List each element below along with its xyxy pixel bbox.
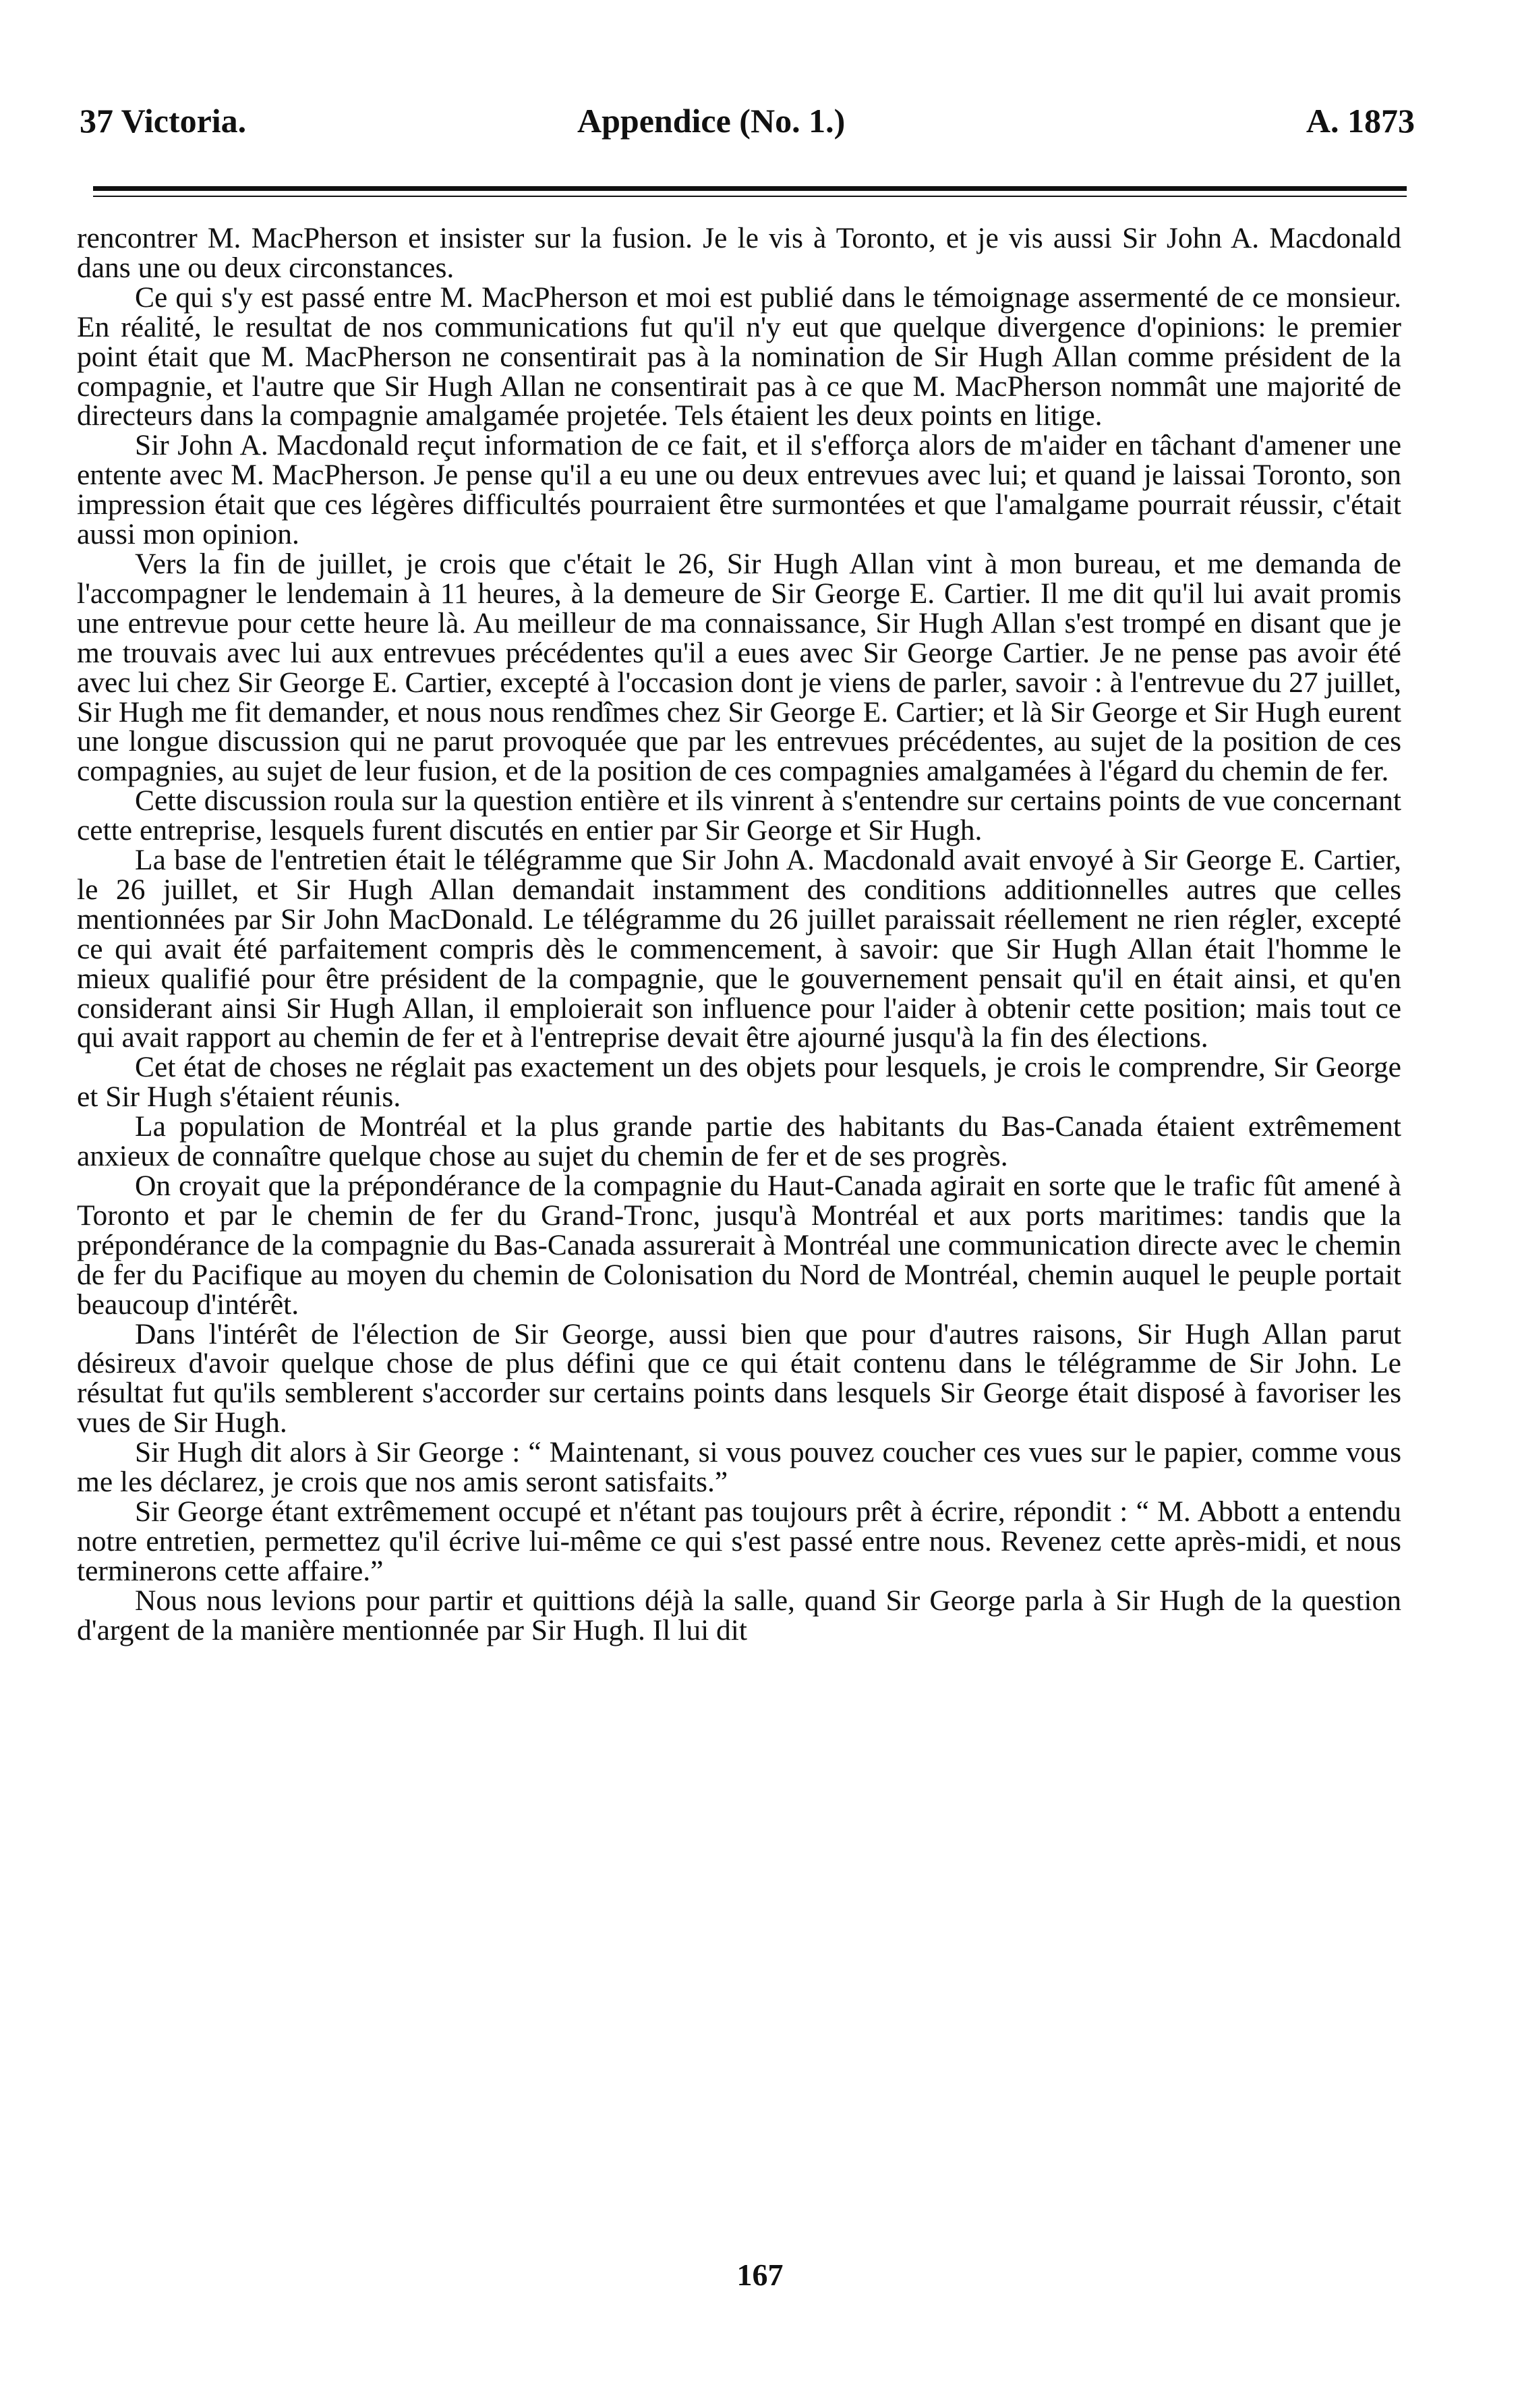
body-text [77, 224, 1401, 1646]
header-volume: 37 Victoria. [80, 102, 247, 140]
paragraph: Ce qui s'y est passé entre M. MacPherson et moi est publié dans le témoignage assermenté de ce monsieur. En réalité, le resultat de nos communications fut qu'il n'y eut que quelque divergence d'opinions: le premier point était que M. MacPherson ne consentirait pas à la nomination de Sir Hugh Allan comme président de la compagnie, et l'autre que Sir Hugh Allan ne consentirait pas à ce que M. MacPherson nommât une majorité de directeurs dans la compagnie amalgamée projetée. Tels étaient les deux points en litige. [77, 281, 1401, 432]
header-session: A. 1873 [1306, 102, 1415, 140]
paragraph: Sir John A. Macdonald reçut information de ce fait, et il s'efforça alors de m'aider en tâchant d'amener une entente avec M. MacPherson. Je pense qu'il a eu une ou deux entrevues avec lui; et quand je laissai Toronto, son impression était que ces légères difficultés pourraient être surmontées et que l'amalgame pourrait réussir, c'était aussi mon opinion. [77, 429, 1401, 551]
page-number: 167 [736, 2258, 784, 2292]
paragraph: Sir George étant extrêmement occupé et n'étant pas toujours prêt à écrire, répondit : “ M. Abbott a entendu notre entretien, permettez qu'il écrive lui-même ce qui s'est passé entre nous. Revenez cette après-midi, et nous terminerons cette affaire.” [77, 1495, 1401, 1587]
paragraph: Vers la fin de juillet, je crois que c'était le 26, Sir Hugh Allan vint à mon bureau, et me demanda de l'accompagner le lendemain à 11 heures, à la demeure de Sir George E. Cartier. Il me dit qu'il lui avait promis une entrevue pour cette heure là. Au meilleur de ma connaissance, Sir Hugh Allan s'est trompé en disant que je me trouvais avec lui aux entrevues précédentes qu'il a eues avec Sir George Cartier. Je ne pense pas avoir été avec lui chez Sir George E. Cartier, excepté à l'occasion dont je viens de parler, savoir : à l'entrevue du 27 juillet, Sir Hugh me fit demander, et nous nous rendîmes chez Sir George E. Cartier; et là Sir George et Sir Hugh eurent une longue discussion qui ne parut provoquée que par les entrevues précédentes, au sujet de la position de ces compagnies, au sujet de leur fusion, et de la position de ces compagnies amalgamées à l'égard du chemin de fer. [77, 547, 1401, 788]
paragraph: Cet état de choses ne réglait pas exactement un des objets pour lesquels, je crois le comprendre, Sir George et Sir Hugh s'étaient réunis. [77, 1051, 1401, 1114]
paragraph: Dans l'intérêt de l'élection de Sir George, aussi bien que pour d'autres raisons, Sir Hugh Allan parut désireux d'avoir quelque chose de plus défini que ce qui était contenu dans le télégramme de Sir John. Le résultat fut qu'ils semblerent s'accorder sur certains points dans lesquels Sir George était disposé à favoriser les vues de Sir Hugh. [77, 1317, 1401, 1439]
running-header [80, 101, 1415, 155]
paragraph: La base de l'entretien était le télégramme que Sir John A. Macdonald avait envoyé à Sir George E. Cartier, le 26 juillet, et Sir Hugh Allan demandait instamment des conditions additionnelles autres que celles mentionnées par Sir John MacDonald. Le télégramme du 26 juillet paraissait réellement ne rien régler, excepté ce qui avait été parfaitement compris dès le commencement, à savoir: que Sir Hugh Allan était l'homme le mieux qualifié pour être président de la compagnie, que le gouvernement pensait qu'il en était ainsi, et qu'en considerant ainsi Sir Hugh Allan, il emploierait son influence pour l'aider à obtenir cette position; mais tout ce qui avait rapport au chemin de fer et à l'entreprise devait être ajourné jusqu'à la fin des élections. [77, 844, 1401, 1054]
header-rule-thick [93, 186, 1407, 191]
header-rule-thin [93, 196, 1407, 197]
paragraph: rencontrer M. MacPherson et insister sur la fusion. Je le vis à Toronto, et je vis aussi Sir John A. Macdonald dans une ou deux circonstances. [77, 222, 1401, 284]
paragraph: Sir Hugh dit alors à Sir George : “ Maintenant, si vous pouvez coucher ces vues sur le papier, comme vous me les déclarez, je crois que nos amis seront satisfaits.” [77, 1436, 1401, 1499]
paragraph: Nous nous levions pour partir et quittions déjà la salle, quand Sir George parla à Sir Hugh de la question d'argent de la manière mentionnée par Sir Hugh. Il lui dit [77, 1584, 1401, 1646]
paragraph: On croyait que la prépondérance de la compagnie du Haut-Canada agirait en sorte que le trafic fût amené à Toronto et par le chemin de fer du Grand-Tronc, jusqu'à Montréal et aux ports maritimes: tandis que la prépondérance de la compagnie du Bas-Canada assurerait à Montréal une communication directe avec le chemin de fer du Pacifique au moyen du chemin de Colonisation du Nord de Montréal, chemin auquel le peuple portait beaucoup d'intérêt. [77, 1170, 1401, 1321]
paragraph: La population de Montréal et la plus grande partie des habitants du Bas-Canada étaient extrêmement anxieux de connaître quelque chose au sujet du chemin de fer et de ses progrès. [77, 1110, 1401, 1173]
header-title: Appendice (No. 1.) [577, 102, 846, 140]
paragraph: Cette discussion roula sur la question entière et ils vinrent à s'entendre sur certains points de vue concernant cette entreprise, lesquels furent discutés en entier par Sir George et Sir Hugh. [77, 784, 1401, 847]
